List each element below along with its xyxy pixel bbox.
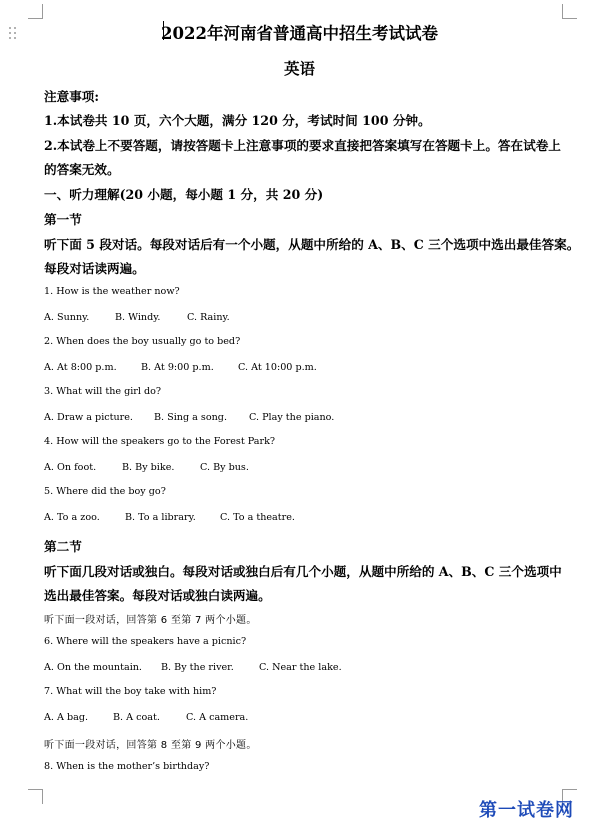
question-6-option-a: A. On the mountain. [44,662,142,673]
question-5-option-b: B. To a library. [125,512,196,523]
section2-heading: 第二节 [44,539,82,554]
exam-title: 2022年河南省普通高中招生考试试卷 [161,24,438,43]
section2-instruction-line-1: 听下面几段对话或独白。每段对话或独白后有几个小题，从题中所给的 A、B、C 三个选项中 [44,564,562,579]
question-3: 3. What will the girl do? [44,386,162,397]
part1-heading: 一、听力理解(20 小题，每小题 1 分，共 20 分) [44,187,324,202]
question-6-option-b: B. By the river. [161,662,234,673]
question-3-option-b: B. Sing a song. [154,412,227,423]
question-6: 6. Where will the speakers have a picnic? [44,636,247,647]
question-7-option-a: A. A bag. [44,712,89,723]
question-3-option-c: C. Play the piano. [249,412,335,423]
question-7-option-b: B. A coat. [113,712,160,723]
question-4-option-b: B. By bike. [122,462,175,473]
page-corner-mark-top-right [562,4,577,19]
section2-note-q6-q7: 听下面一段对话，回答第 6 至第 7 两个小题。 [44,615,257,626]
question-1: 1. How is the weather now? [44,286,180,297]
page-corner-mark-top-left [28,4,43,19]
question-4-option-a: A. On foot. [44,462,97,473]
section2-instruction-line-2: 选出最佳答案。每段对话或独白读两遍。 [44,588,271,603]
notice-item-1: 1.本试卷共 10 页，六个大题，满分 120 分，考试时间 100 分钟。 [44,113,431,128]
question-7: 7. What will the boy take with him? [44,686,217,697]
section1-instruction-line-2: 每段对话读两遍。 [44,261,145,276]
question-2-option-a: A. At 8:00 p.m. [44,362,117,373]
question-3-option-a: A. Draw a picture. [44,412,133,423]
question-5: 5. Where did the boy go? [44,486,166,497]
question-2: 2. When does the boy usually go to bed? [44,336,241,347]
page-corner-mark-bottom-left [28,789,43,804]
question-5-option-a: A. To a zoo. [44,512,100,523]
watermark-logo: 第一试卷网 [479,800,574,821]
question-1-option-a: A. Sunny. [44,312,90,323]
section1-instruction-line-1: 听下面 5 段对话。每段对话后有一个小题，从题中所给的 A、B、C 三个选项中选出最佳答案。 [44,237,580,252]
question-7-option-c: C. A camera. [186,712,249,723]
subject-title: 英语 [283,59,315,78]
question-1-option-c: C. Rainy. [187,312,230,323]
question-5-option-c: C. To a theatre. [220,512,295,523]
notice-heading: 注意事项: [44,89,100,104]
section1-heading: 第一节 [44,212,82,227]
question-8: 8. When is the mother’s birthday? [44,761,210,772]
section2-note-q8-q9: 听下面一段对话，回答第 8 至第 9 两个小题。 [44,740,257,751]
question-1-option-b: B. Windy. [115,312,161,323]
question-4-option-c: C. By bus. [200,462,249,473]
notice-item-2-line-2: 的答案无效。 [44,162,120,177]
question-6-option-c: C. Near the lake. [259,662,342,673]
notice-item-2-line-1: 2.本试卷上不要答题，请按答题卡上注意事项的要求直接把答案填写在答题卡上。答在试卷上 [44,138,561,153]
question-2-option-b: B. At 9:00 p.m. [141,362,214,373]
question-4: 4. How will the speakers go to the Forest Park? [44,436,276,447]
question-2-option-c: C. At 10:00 p.m. [238,362,317,373]
